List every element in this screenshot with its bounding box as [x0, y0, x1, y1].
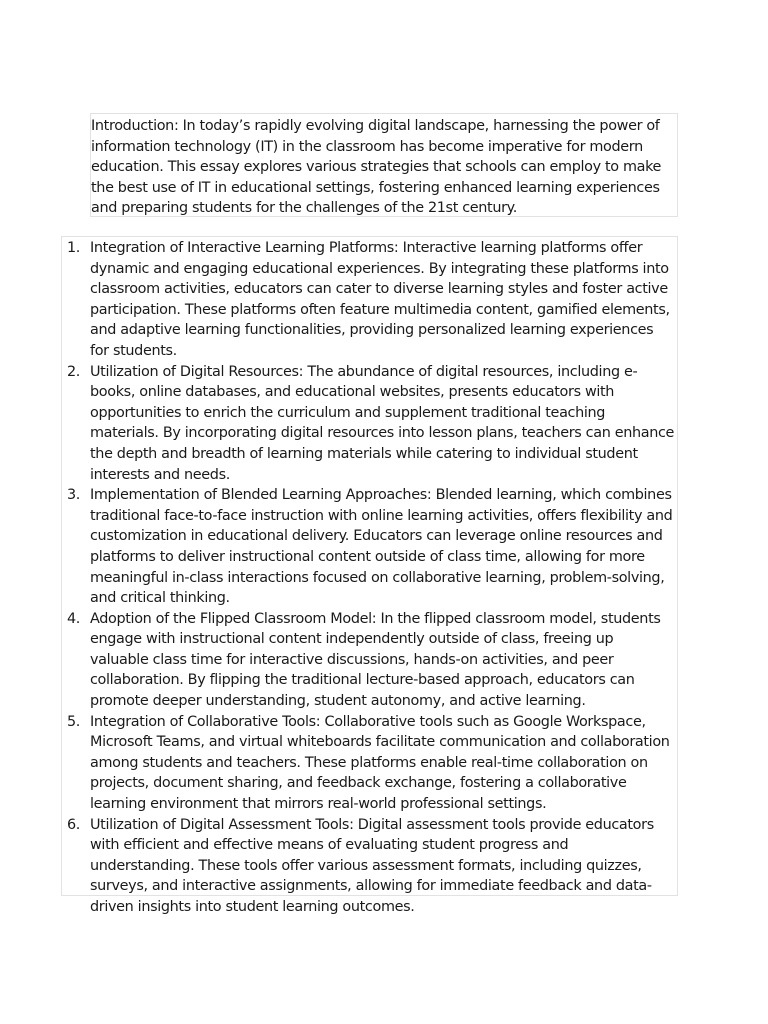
introduction-text: Introduction: In today’s rapidly evolving digital landscape, harnessing the power of information technology (IT) in the classroom has become imperative for modern education. This essay explores various strategies that schools can employ to make the best use of IT in educational settings, fostering enhanced learning experiences and preparing students for the challenges of the 21st century. — [91, 118, 662, 217]
list-item-text: Integration of Collaborative Tools: Collaborative tools such as Google Workspace, Microsoft Teams, and virtual whiteboards facilitate communication and collaboration among students and teachers. These platforms enable real-time collaboration on projects, document sharing, and feedback exchange, fostering a collaborative learning environment that mirrors real-world professional settings. — [90, 713, 670, 813]
list-item-number: 5. — [67, 713, 81, 730]
list-item-number: 6. — [67, 816, 81, 833]
strategies-list-container — [61, 236, 678, 915]
list-item-text: Integration of Interactive Learning Platforms: Interactive learning platforms offer dynamic and engaging educational experiences. By integrating these platforms into classroom activities, educators can cater to diverse learning styles and foster active participation. These platforms often feature multimedia content, gamified elements, and adaptive learning functionalities, providing personalized learning experiences for students. — [90, 240, 670, 359]
list-item — [62, 609, 675, 712]
list-item-text: Adoption of the Flipped Classroom Model: In the flipped classroom model, students engage with instructional content independently outside of class, freeing up valuable class time for interactive discussions, hands-on activities, and peer collaboration. By flipping the traditional lecture-based approach, educators can promote deeper understanding, student autonomy, and active learning. — [90, 610, 661, 710]
strategies-list — [62, 238, 675, 918]
list-item-text: Utilization of Digital Assessment Tools: Digital assessment tools provide educators with efficient and effective means of evaluating student progress and understanding. These tools offer various assessment formats, including quizzes, surveys, and interactive assignments, allowing for immediate feedback and data-driven insights into student learning outcomes. — [90, 816, 654, 915]
list-item-number: 1. — [67, 240, 81, 256]
list-item-number: 3. — [67, 487, 81, 504]
list-item — [62, 238, 675, 362]
list-item — [62, 815, 675, 918]
list-item — [62, 485, 675, 609]
list-item-text: Utilization of Digital Resources: The abundance of digital resources, including e-books, online databases, and educational websites, presents educators with opportunities to enrich the curriculum and supplement traditional teaching materials. By incorporating digital resources into lesson plans, teachers can enhance the depth and breadth of learning materials while catering to individual student interests and needs. — [90, 363, 675, 483]
list-item-number: 4. — [67, 610, 81, 627]
introduction-paragraph — [90, 113, 678, 217]
list-item-number: 2. — [67, 363, 81, 380]
list-item — [62, 712, 675, 815]
list-item — [62, 362, 675, 486]
list-item-text: Implementation of Blended Learning Approaches: Blended learning, which combines traditional face-to-face instruction with online learning activities, offers flexibility and customization in educational delivery. Educators can leverage online resources and platforms to deliver instructional content outside of class time, allowing for more meaningful in-class interactions focused on collaborative learning, problem-solving, and critical thinking. — [90, 487, 673, 607]
